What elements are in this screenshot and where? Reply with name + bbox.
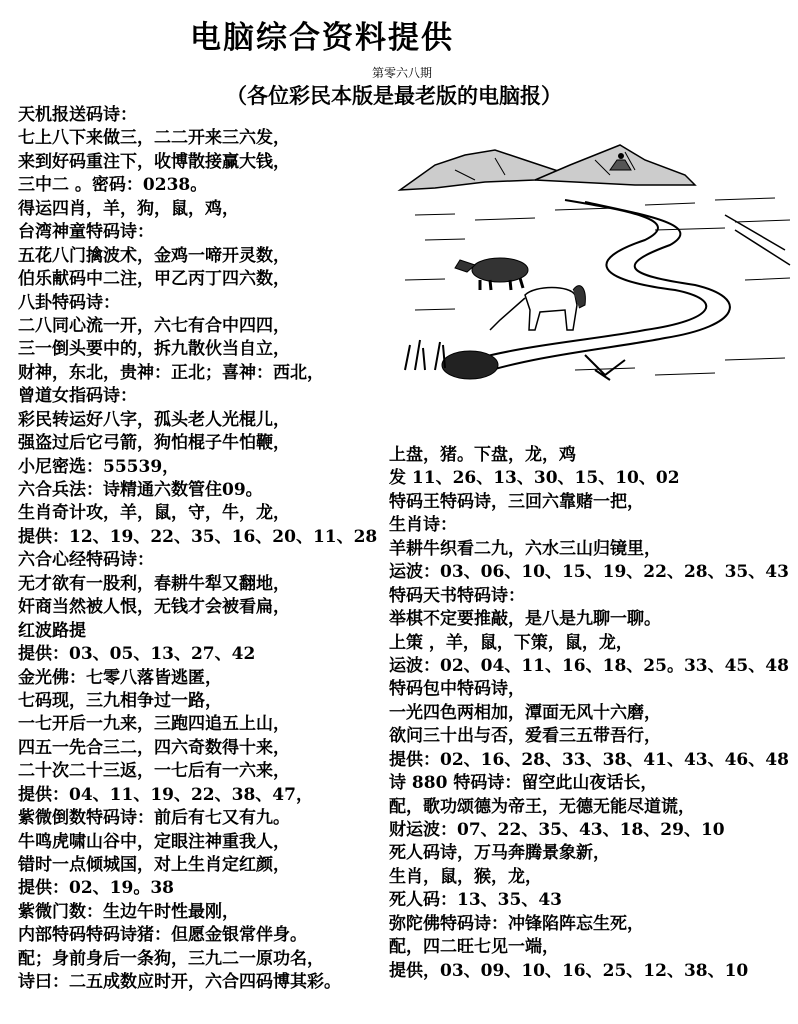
page-title: 电脑综合资料提供 bbox=[190, 20, 454, 56]
left-line: 三中二 。密码：0238。 bbox=[18, 175, 208, 196]
left-line: 提供：04、11、19、22、38、47， bbox=[18, 784, 313, 805]
right-line: 死人码诗，万马奔腾景象新， bbox=[389, 843, 610, 864]
right-line: 特码天书特码诗： bbox=[389, 585, 525, 606]
left-line: 二十次二十三返，一七后有一六来， bbox=[18, 761, 290, 782]
left-line: 生肖奇计攻，羊，鼠，守，牛，龙， bbox=[18, 503, 290, 524]
river bbox=[455, 200, 706, 365]
left-line: 五花八门擒波术，金鸡一啼开灵数， bbox=[18, 245, 290, 266]
left-line: 彩民转运好八字，孤头老人光棍儿， bbox=[18, 409, 290, 430]
left-line: 六合心经特码诗： bbox=[18, 550, 154, 571]
left-line: 得运四肖，羊，狗，鼠，鸡， bbox=[18, 198, 239, 219]
left-column bbox=[18, 104, 378, 995]
right-line: 诗 880 特码诗：留空此山夜话长， bbox=[389, 773, 658, 794]
right-line: 弥陀佛特码诗：冲锋陷阵忘生死， bbox=[389, 913, 644, 934]
left-line: 提供：02、19。38 bbox=[18, 878, 174, 899]
left-line: 提供：03、05、13、27、42 bbox=[18, 644, 256, 665]
right-line: 一光四色两相加，潭面无风十六磨， bbox=[389, 702, 661, 723]
left-line: 牛鸣虎啸山谷中，定眼注神重我人， bbox=[18, 831, 290, 852]
left-line: 六合兵法：诗精通六数管住09。 bbox=[18, 480, 263, 500]
left-line: 伯乐献码中二注，甲乙丙丁四六数， bbox=[18, 269, 290, 290]
left-line: 二八同心流一开，六七有合中四四， bbox=[18, 315, 290, 336]
right-line: 配，歌功颂德为帝王，无德无能尽道谎， bbox=[389, 796, 695, 817]
left-line: 金光佛：七零八落皆逃匿， bbox=[18, 667, 222, 688]
left-line: 红波路提 bbox=[18, 620, 86, 641]
water-buffalo bbox=[455, 258, 528, 290]
left-line: 提供：12、19、22、35、16、20、11、28 bbox=[18, 526, 378, 547]
left-line: 诗曰：二五成数应时开，六合四码博其彩。 bbox=[18, 972, 341, 993]
right-line: 上盘，猪。下盘，龙，鸡 bbox=[389, 445, 576, 465]
right-line: 欲问三十出与否，爱看三五带吾行， bbox=[389, 726, 661, 747]
right-line: 生肖，鼠，猴，龙， bbox=[389, 866, 542, 887]
left-line: 强盗过后它弓箭，狗怕棍子牛怕鞭， bbox=[18, 433, 290, 454]
right-line: 配，四二旺七见一端， bbox=[389, 937, 559, 958]
left-line: 曾道女指码诗： bbox=[18, 386, 137, 407]
left-line: 七上八下来做三，二二开来三六发， bbox=[18, 128, 290, 149]
left-line: 三一倒头要中的，拆九散伙当自立， bbox=[18, 339, 290, 360]
left-line: 四五一先合三二，四六奇数得十来， bbox=[18, 737, 290, 758]
right-line: 提供，03、09、10、16、25、12、38、10 bbox=[389, 960, 749, 981]
left-line: 天机报送码诗： bbox=[18, 105, 137, 125]
left-line: 八卦特码诗： bbox=[18, 292, 120, 313]
right-column bbox=[389, 444, 794, 983]
left-line: 紫微门数：生边午时性最刚， bbox=[18, 901, 239, 922]
left-line: 财神，东北，贵神：正北；喜神：西北， bbox=[18, 362, 324, 383]
left-line: 奸商当然被人恨，无钱才会被看扁， bbox=[18, 597, 290, 618]
right-line: 发 11、26、13、30、15、10、02 bbox=[389, 468, 680, 489]
issue-number: 第零六八期 bbox=[372, 66, 433, 80]
left-line: 小尼密选：55539， bbox=[18, 456, 180, 477]
right-line: 举棋不定要推敲，是八是九聊一聊。 bbox=[389, 609, 661, 630]
left-line: 紫微倒数特码诗：前后有七又有九。 bbox=[18, 808, 290, 829]
right-line: 提供：02、16、28、33、38、41、43、46、48 bbox=[389, 749, 789, 770]
page-subtitle: （各位彩民本版是最老版的电脑报） bbox=[226, 84, 562, 108]
left-line: 配；身前身后一条狗，三九二一原功名， bbox=[18, 948, 324, 969]
right-line: 羊耕牛织看二九，六水三山归镜里， bbox=[389, 538, 661, 559]
left-line: 台湾神童特码诗： bbox=[18, 222, 154, 243]
left-line: 来到好码重注下，收博散接赢大钱， bbox=[18, 151, 290, 172]
left-line: 内部特码特码诗猪：但愿金银常伴身。 bbox=[18, 925, 307, 946]
right-line: 死人码：13、35、43 bbox=[389, 890, 562, 911]
left-line: 无才欲有一股利，春耕牛犁又翻地， bbox=[18, 573, 290, 594]
rock-and-grass bbox=[405, 340, 498, 379]
landscape-illustration bbox=[395, 130, 795, 400]
left-line: 一七开后一九来，三跑四追五上山， bbox=[18, 714, 290, 735]
horse bbox=[490, 286, 585, 330]
right-line: 财运波：07、22、35、43、18、29、10 bbox=[389, 820, 725, 840]
mountain-left bbox=[400, 150, 570, 190]
right-line: 特码包中特码诗， bbox=[389, 679, 525, 700]
left-line: 错时一点倾城国，对上生肖定红颜， bbox=[18, 855, 290, 875]
right-line: 上策 ，羊，鼠，下策，鼠，龙， bbox=[389, 632, 633, 653]
right-line: 生肖诗： bbox=[389, 515, 457, 536]
right-line: 运波：02、04、11、16、18、25。33、45、48 bbox=[389, 655, 789, 676]
right-line: 特码王特码诗，三回六靠赌一把， bbox=[389, 491, 644, 512]
right-line: 运波：03、06、10、15、19、22、28、35、43 bbox=[389, 562, 789, 583]
left-line: 七码现，三九相争过一路， bbox=[18, 690, 222, 711]
